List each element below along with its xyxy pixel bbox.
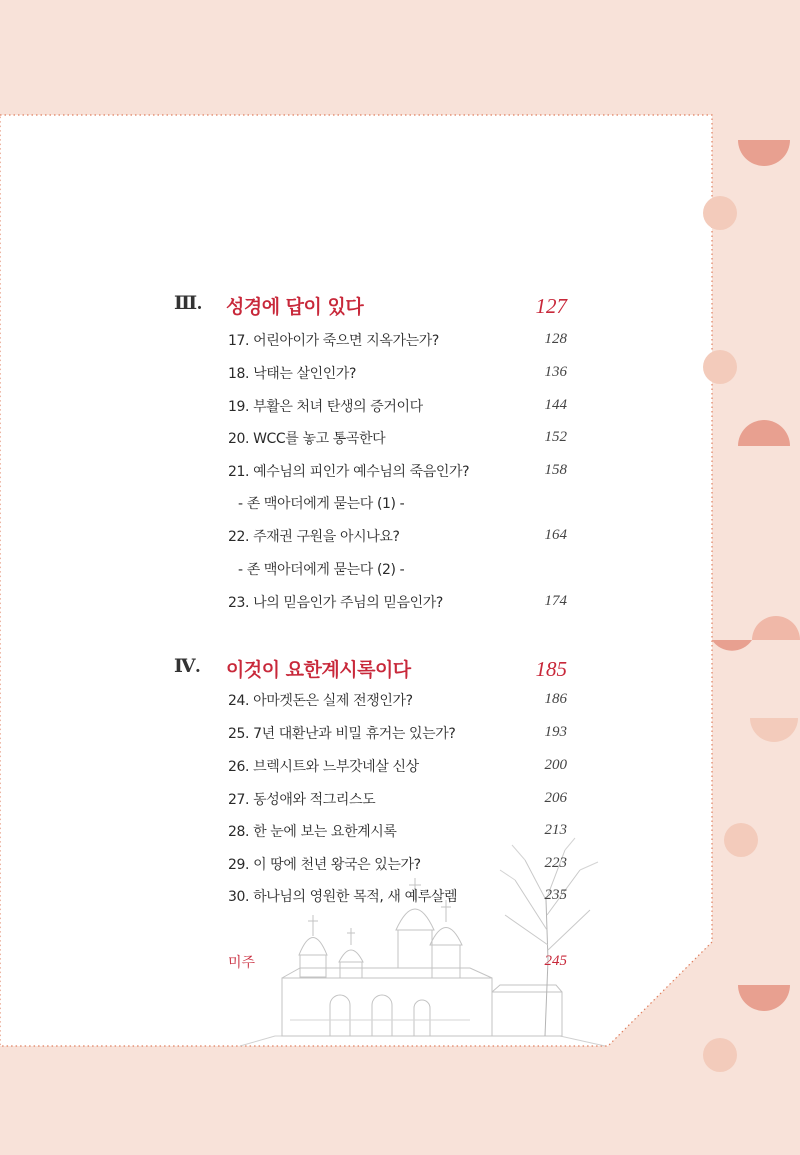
section-numeral: Ⅲ. <box>174 293 202 314</box>
toc-page-number: 235 <box>544 887 567 903</box>
toc-entry[interactable]: 25. 7년 대환난과 비밀 휴거는 있는가? <box>228 726 456 742</box>
toc-entry[interactable]: 26. 브렉시트와 느부갓네살 신상 <box>228 759 419 775</box>
endnotes-title[interactable]: 미주 <box>228 955 256 971</box>
endnotes-page-number: 245 <box>544 953 567 969</box>
toc-page-number: 223 <box>544 855 567 871</box>
toc-page-number: 128 <box>544 331 567 347</box>
toc-entry[interactable]: 19. 부활은 처녀 탄생의 증거이다 <box>228 399 423 415</box>
toc-entry[interactable]: 30. 하나님의 영원한 목적, 새 예루살렘 <box>228 889 458 905</box>
toc-page-number: 136 <box>544 364 567 380</box>
toc-entry[interactable]: 18. 낙태는 살인인가? <box>228 366 357 382</box>
toc-entry[interactable]: 29. 이 땅에 천년 왕국은 있는가? <box>228 857 421 873</box>
toc-page-number: 144 <box>544 397 567 413</box>
section-title: 성경에 답이 있다 <box>226 296 364 318</box>
toc-entry[interactable]: 28. 한 눈에 보는 요한계시록 <box>228 824 397 840</box>
toc-page-number: 164 <box>544 527 567 543</box>
toc-entry-subtitle: - 존 맥아더에게 묻는다 (2) - <box>238 562 405 578</box>
toc-page-number: 200 <box>544 757 567 773</box>
toc-entry[interactable]: 24. 아마겟돈은 실제 전쟁인가? <box>228 693 413 709</box>
section-title: 이것이 요한계시록이다 <box>226 659 411 681</box>
toc-entry[interactable]: 23. 나의 믿음인가 주님의 믿음인가? <box>228 595 443 611</box>
toc-page-number: 158 <box>544 462 567 478</box>
toc-page-number: 186 <box>544 691 567 707</box>
section-numeral: Ⅳ. <box>174 656 201 677</box>
toc-page-number: 206 <box>544 790 567 806</box>
section-page-number: 127 <box>535 294 567 318</box>
toc-entry[interactable]: 20. WCC를 놓고 통곡한다 <box>228 431 386 447</box>
toc-page-number: 152 <box>544 429 567 445</box>
toc-page-number: 213 <box>544 822 567 838</box>
toc-page-number: 193 <box>544 724 567 740</box>
toc-entry-subtitle: - 존 맥아더에게 묻는다 (1) - <box>238 496 405 512</box>
section-page-number: 185 <box>535 657 567 681</box>
toc-entry[interactable]: 21. 예수님의 피인가 예수님의 죽음인가? <box>228 464 470 480</box>
toc-entry[interactable]: 22. 주재권 구원을 아시나요? <box>228 529 400 545</box>
toc-entry[interactable]: 17. 어린아이가 죽으면 지옥가는가? <box>228 333 439 349</box>
toc-entry[interactable]: 27. 동성애와 적그리스도 <box>228 792 376 808</box>
toc-page-number: 174 <box>544 593 567 609</box>
